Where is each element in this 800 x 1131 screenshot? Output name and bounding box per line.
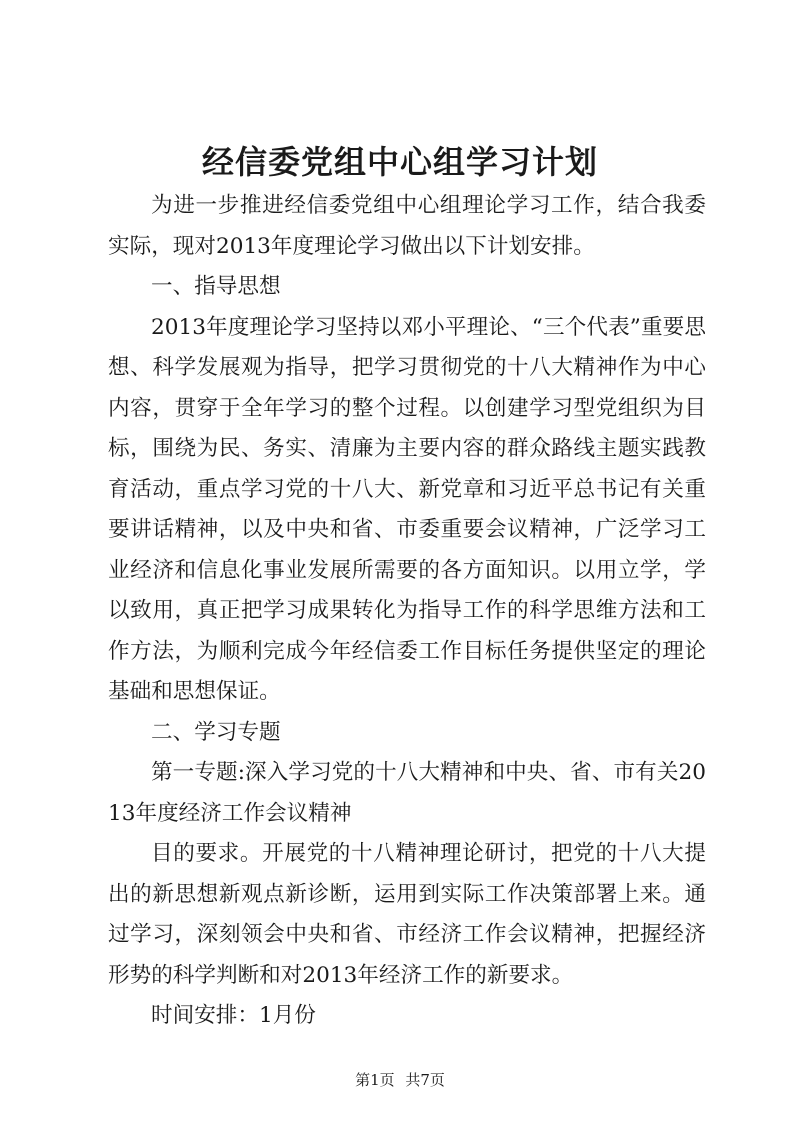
- section-heading-guiding-thought: 一、指导思想: [151, 274, 281, 299]
- goal-paragraph: 目的要求。开展党的十八精神理论研讨，把党的十八大提出的新思想新观点新诊断，运用到实际工作决策部署上来。通过学习，深刻领会中央和省、市经济工作会议精神，把握经济形势的科学判断和对2013年经济工作的新要求。: [108, 841, 706, 988]
- page-footer: [0, 1070, 800, 1090]
- topic-one-paragraph: 第一专题:深入学习党的十八大精神和中央、省、市有关2013年度经济工作会议精神: [108, 760, 706, 826]
- page-total: 共7页: [405, 1071, 445, 1089]
- schedule-paragraph: 时间安排：1月份: [151, 1003, 316, 1028]
- intro-paragraph: 为进一步推进经信委党组中心组理论学习工作，结合我委实际，现对2013年度理论学习做出以下计划安排。: [108, 193, 706, 259]
- guiding-thought-paragraph: 2013年度理论学习坚持以邓小平理论、“三个代表”重要思想、科学发展观为指导，把学习贯彻党的十八大精神作为中心内容，贯穿于全年学习的整个过程。以创建学习型党组织为目标，围绕为民、务实、清廉为主要内容的群众路线主题实践教育活动，重点学习党的十八大、新党章和习近平总书记有关重要讲话精神，以及中央和省、市委重要会议精神，广泛学习工业经济和信息化事业发展所需要的各方面知识。以用立学，学以致用，真正把学习成果转化为指导工作的科学思维方法和工作方法，为顺利完成今年经信委工作目标任务提供坚定的理论基础和思想保证。: [108, 314, 706, 704]
- page-number: 第1页: [355, 1071, 395, 1089]
- document-body: [108, 186, 706, 1037]
- document-title: 经信委党组中心组学习计划: [201, 143, 598, 181]
- section-heading-study-topics: 二、学习专题: [151, 719, 281, 745]
